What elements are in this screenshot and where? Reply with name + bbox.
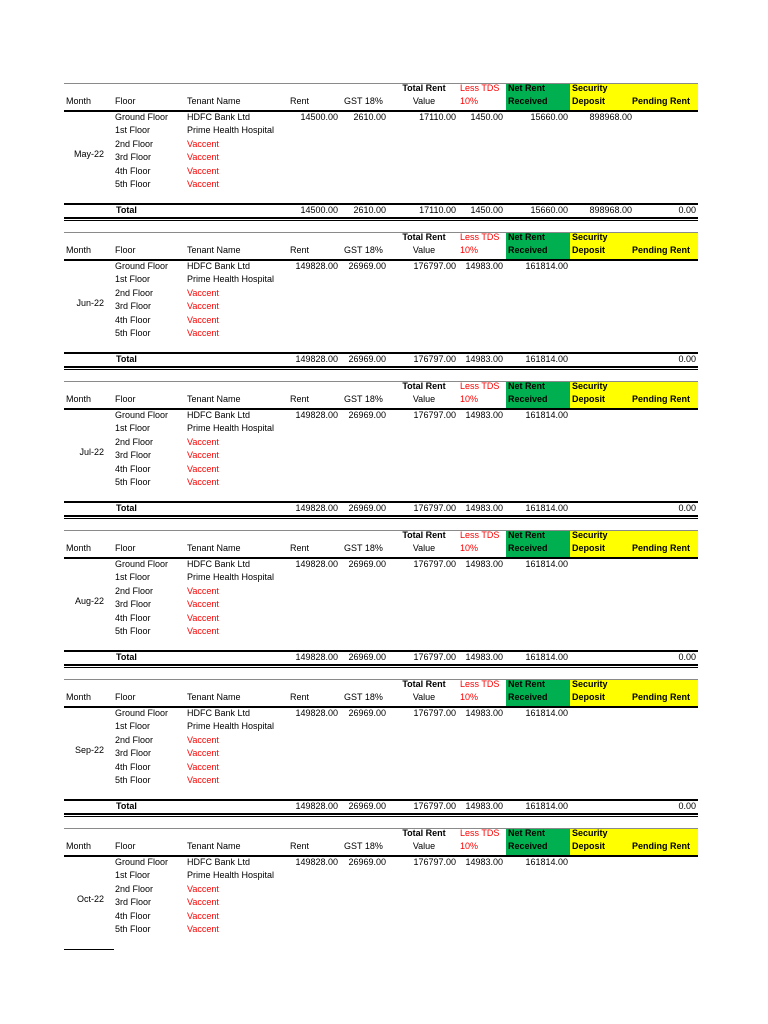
header-net-rent: Net Rent (508, 83, 546, 93)
ground-floor-total-rent: 17110.00 (419, 112, 456, 122)
tenant-name: HDFC Bank Ltd (187, 410, 251, 420)
header-security: Security (572, 83, 608, 93)
ground-floor-rent: 149828.00 (295, 857, 338, 867)
header-less-tds: Less TDS (460, 381, 500, 391)
header-net-rent: Net Rent (508, 232, 546, 242)
ground-floor-net-rent: 161814.00 (525, 559, 568, 569)
total-bottom-rule-2 (64, 220, 698, 221)
floor-label: 2nd Floor (115, 883, 154, 894)
total-gst: 26969.00 (348, 503, 386, 513)
ground-floor-rent: 14500.00 (300, 112, 338, 122)
tenant-name: HDFC Bank Ltd (187, 708, 251, 718)
tenant-name: Vaccent (187, 910, 219, 921)
header-total-rent: Total Rent (402, 381, 446, 391)
total-net-rent: 161814.00 (525, 354, 568, 364)
floor-label: Ground Floor (115, 559, 169, 569)
total-label: Total (116, 205, 137, 215)
tenant-name: Vaccent (187, 436, 219, 447)
header-gst: GST 18% (344, 394, 383, 404)
floor-label: Ground Floor (115, 261, 169, 271)
ground-floor-tds: 1450.00 (470, 112, 503, 122)
total-net-rent: 161814.00 (525, 652, 568, 662)
header-net-rent: Net Rent (508, 828, 546, 838)
header-deposit: Deposit (572, 692, 606, 702)
header-tenant-name: Tenant Name (187, 245, 241, 255)
total-pending-rent: 0.00 (678, 205, 696, 215)
header-tds-percent: 10% (460, 692, 479, 702)
floor-label: 1st Floor (115, 423, 151, 434)
tenant-name: Vaccent (187, 328, 219, 338)
header-floor: Floor (115, 841, 136, 851)
header-rent: Rent (290, 543, 310, 553)
floor-label: 2nd Floor (115, 734, 154, 745)
floor-label: 3rd Floor (115, 748, 152, 759)
header-net-received: Received (508, 692, 548, 702)
tenant-name: Vaccent (187, 301, 219, 312)
header-tds-percent: 10% (460, 841, 479, 851)
floor-label: Ground Floor (115, 857, 169, 867)
ground-floor-gst: 26969.00 (348, 857, 386, 867)
floor-label: 2nd Floor (115, 287, 154, 298)
header-total-rent: Total Rent (402, 679, 446, 689)
header-tenant-name: Tenant Name (187, 96, 241, 106)
ground-floor-gst: 2610.00 (353, 112, 386, 122)
header-total-rent: Total Rent (402, 232, 446, 242)
header-total-rent: Total Rent (402, 828, 446, 838)
header-floor: Floor (115, 245, 136, 255)
header-floor: Floor (115, 543, 136, 553)
header-less-tds: Less TDS (460, 232, 500, 242)
total-rent: 149828.00 (295, 801, 338, 811)
month-block (64, 528, 698, 668)
tenant-name: Vaccent (187, 314, 219, 325)
header-total-rent-value: Value (412, 245, 436, 255)
tenant-name: Vaccent (187, 924, 219, 934)
header-gst: GST 18% (344, 245, 383, 255)
tenant-name: Prime Health Hospital (187, 721, 275, 732)
ground-floor-tds: 14983.00 (465, 559, 503, 569)
floor-label: 5th Floor (115, 328, 151, 338)
header-tds-percent: 10% (460, 245, 479, 255)
ground-floor-total-rent: 176797.00 (413, 708, 456, 718)
month-label: Jun-22 (76, 298, 104, 308)
header-total-rent-value: Value (412, 841, 436, 851)
header-floor: Floor (115, 96, 136, 106)
floor-label: 1st Floor (115, 572, 151, 583)
ground-floor-net-rent: 161814.00 (525, 410, 568, 420)
total-pending-rent: 0.00 (678, 354, 696, 364)
header-month: Month (66, 394, 92, 404)
floor-label: 3rd Floor (115, 897, 152, 908)
header-less-tds: Less TDS (460, 83, 500, 93)
tenant-name: Vaccent (187, 477, 219, 487)
header-total-rent-value: Value (412, 692, 436, 702)
header-tenant-name: Tenant Name (187, 841, 241, 851)
header-rent: Rent (290, 841, 310, 851)
total-net-rent: 161814.00 (525, 801, 568, 811)
ground-floor-rent: 149828.00 (295, 410, 338, 420)
ground-floor-gst: 26969.00 (348, 261, 386, 271)
total-bottom-rule-2 (64, 518, 698, 519)
ground-floor-total-rent: 176797.00 (413, 857, 456, 867)
floor-label: 1st Floor (115, 870, 151, 881)
floor-label: 5th Floor (115, 477, 151, 487)
header-less-tds: Less TDS (460, 530, 500, 540)
header-gst: GST 18% (344, 692, 383, 702)
floor-label: 5th Floor (115, 179, 151, 189)
month-label: May-22 (73, 149, 104, 159)
tenant-name: Vaccent (187, 287, 219, 298)
header-month: Month (66, 841, 92, 851)
floor-label: 1st Floor (115, 274, 151, 285)
header-floor: Floor (115, 394, 136, 404)
total-pending-rent: 0.00 (678, 503, 696, 513)
total-tds: 14983.00 (465, 503, 503, 513)
tenant-name: Vaccent (187, 152, 219, 163)
header-net-received: Received (508, 394, 548, 404)
header-tds-percent: 10% (460, 394, 479, 404)
total-rent-value: 176797.00 (413, 801, 456, 811)
ground-floor-rent: 149828.00 (295, 261, 338, 271)
tenant-name: Vaccent (187, 463, 219, 474)
header-month: Month (66, 692, 92, 702)
header-security: Security (572, 679, 608, 689)
header-rent: Rent (290, 394, 310, 404)
total-tds: 14983.00 (465, 652, 503, 662)
floor-label: Ground Floor (115, 410, 169, 420)
total-bottom-rule (64, 813, 698, 815)
total-rent-value: 176797.00 (413, 503, 456, 513)
floor-label: 4th Floor (115, 463, 151, 474)
ground-floor-total-rent: 176797.00 (413, 410, 456, 420)
month-label: Aug-22 (74, 596, 104, 606)
tenant-name: Vaccent (187, 179, 219, 189)
header-month: Month (66, 543, 92, 553)
header-net-received: Received (508, 543, 548, 553)
header-total-rent-value: Value (412, 394, 436, 404)
tenant-name: Prime Health Hospital (187, 274, 275, 285)
total-bottom-rule-2 (64, 816, 698, 817)
total-pending-rent: 0.00 (678, 652, 696, 662)
floor-label: 5th Floor (115, 924, 151, 934)
total-gst: 26969.00 (348, 652, 386, 662)
header-tenant-name: Tenant Name (187, 692, 241, 702)
total-rent-value: 176797.00 (413, 652, 456, 662)
ground-floor-rent: 149828.00 (295, 708, 338, 718)
ground-floor-security-deposit: 898968.00 (589, 112, 632, 122)
ground-floor-gst: 26969.00 (348, 410, 386, 420)
tenant-name: Prime Health Hospital (187, 125, 275, 136)
total-gst: 26969.00 (348, 801, 386, 811)
ground-floor-tds: 14983.00 (465, 857, 503, 867)
header-gst: GST 18% (344, 96, 383, 106)
month-label: Jul-22 (79, 447, 104, 457)
total-gst: 2610.00 (353, 205, 386, 215)
ground-floor-net-rent: 161814.00 (525, 857, 568, 867)
tenant-name: Prime Health Hospital (187, 572, 275, 583)
header-deposit: Deposit (572, 841, 606, 851)
total-bottom-rule-2 (64, 369, 698, 370)
header-gst: GST 18% (344, 841, 383, 851)
floor-label: 4th Floor (115, 761, 151, 772)
month-label: Sep-22 (74, 745, 104, 755)
tenant-name: Vaccent (187, 450, 219, 461)
header-total-rent: Total Rent (402, 83, 446, 93)
header-net-received: Received (508, 245, 548, 255)
tenant-name: Vaccent (187, 775, 219, 785)
tenant-name: Vaccent (187, 165, 219, 176)
tenant-name: Vaccent (187, 897, 219, 908)
tenant-name: Vaccent (187, 761, 219, 772)
tenant-name: Vaccent (187, 883, 219, 894)
tenant-name: Vaccent (187, 748, 219, 759)
total-rent: 149828.00 (295, 503, 338, 513)
header-pending-rent: Pending Rent (632, 841, 690, 851)
month-block (64, 677, 698, 817)
floor-label: Ground Floor (115, 112, 169, 122)
header-tenant-name: Tenant Name (187, 543, 241, 553)
ground-floor-tds: 14983.00 (465, 261, 503, 271)
total-label: Total (116, 503, 137, 513)
header-net-rent: Net Rent (508, 679, 546, 689)
floor-label: 2nd Floor (115, 436, 154, 447)
total-label: Total (116, 652, 137, 662)
floor-label: 3rd Floor (115, 599, 152, 610)
tenant-name: Vaccent (187, 585, 219, 596)
header-net-received: Received (508, 96, 548, 106)
header-net-received: Received (508, 841, 548, 851)
header-net-rent: Net Rent (508, 381, 546, 391)
total-bottom-rule (64, 515, 698, 517)
header-security: Security (572, 381, 608, 391)
ground-floor-tds: 14983.00 (465, 410, 503, 420)
total-bottom-rule (64, 664, 698, 666)
header-month: Month (66, 245, 92, 255)
header-less-tds: Less TDS (460, 679, 500, 689)
header-rent: Rent (290, 96, 310, 106)
ground-floor-rent: 149828.00 (295, 559, 338, 569)
header-pending-rent: Pending Rent (632, 692, 690, 702)
header-security: Security (572, 530, 608, 540)
total-net-rent: 15660.00 (530, 205, 568, 215)
total-label: Total (116, 801, 137, 811)
header-deposit: Deposit (572, 394, 606, 404)
month-block (64, 81, 698, 221)
header-deposit: Deposit (572, 245, 606, 255)
ground-floor-gst: 26969.00 (348, 559, 386, 569)
tenant-name: Vaccent (187, 138, 219, 149)
floor-label: 1st Floor (115, 721, 151, 732)
floor-label: 3rd Floor (115, 301, 152, 312)
header-pending-rent: Pending Rent (632, 245, 690, 255)
floor-label: 4th Floor (115, 165, 151, 176)
header-security: Security (572, 232, 608, 242)
header-deposit: Deposit (572, 543, 606, 553)
header-less-tds: Less TDS (460, 828, 500, 838)
header-rent: Rent (290, 692, 310, 702)
total-security-deposit: 898968.00 (589, 205, 632, 215)
header-total-rent: Total Rent (402, 530, 446, 540)
header-pending-rent: Pending Rent (632, 96, 690, 106)
header-deposit: Deposit (572, 96, 606, 106)
floor-label: 4th Floor (115, 314, 151, 325)
floor-label: 3rd Floor (115, 152, 152, 163)
total-rent: 149828.00 (295, 354, 338, 364)
floor-label: 5th Floor (115, 626, 151, 636)
total-rent-value: 17110.00 (419, 205, 456, 215)
total-tds: 14983.00 (465, 801, 503, 811)
floor-label: 5th Floor (115, 775, 151, 785)
header-net-rent: Net Rent (508, 530, 546, 540)
floor-label: 3rd Floor (115, 450, 152, 461)
header-tds-percent: 10% (460, 543, 479, 553)
header-tds-percent: 10% (460, 96, 479, 106)
floor-label: 1st Floor (115, 125, 151, 136)
header-pending-rent: Pending Rent (632, 394, 690, 404)
ground-floor-total-rent: 176797.00 (413, 559, 456, 569)
floor-label: Ground Floor (115, 708, 169, 718)
total-pending-rent: 0.00 (678, 801, 696, 811)
tenant-name: Prime Health Hospital (187, 870, 275, 881)
header-tenant-name: Tenant Name (187, 394, 241, 404)
month-block (64, 379, 698, 519)
total-rent: 149828.00 (295, 652, 338, 662)
header-gst: GST 18% (344, 543, 383, 553)
ground-floor-net-rent: 161814.00 (525, 261, 568, 271)
total-label: Total (116, 354, 137, 364)
floor-label: 4th Floor (115, 910, 151, 921)
floor-label: 2nd Floor (115, 585, 154, 596)
month-label: Oct-22 (76, 894, 104, 904)
total-net-rent: 161814.00 (525, 503, 568, 513)
floor-label: 4th Floor (115, 612, 151, 623)
ground-floor-total-rent: 176797.00 (413, 261, 456, 271)
tenant-name: HDFC Bank Ltd (187, 112, 251, 122)
total-tds: 14983.00 (465, 354, 503, 364)
tenant-name: Vaccent (187, 612, 219, 623)
ground-floor-net-rent: 161814.00 (525, 708, 568, 718)
total-rent: 14500.00 (300, 205, 338, 215)
header-total-rent-value: Value (412, 96, 436, 106)
total-bottom-rule (64, 366, 698, 368)
tenant-name: HDFC Bank Ltd (187, 559, 251, 569)
tenant-name: HDFC Bank Ltd (187, 261, 251, 271)
header-pending-rent: Pending Rent (632, 543, 690, 553)
tenant-name: Vaccent (187, 734, 219, 745)
tenant-name: HDFC Bank Ltd (187, 857, 251, 867)
total-tds: 1450.00 (470, 205, 503, 215)
tenant-name: Prime Health Hospital (187, 423, 275, 434)
month-block (64, 826, 698, 966)
header-floor: Floor (115, 692, 136, 702)
total-rent-value: 176797.00 (413, 354, 456, 364)
ground-floor-net-rent: 15660.00 (530, 112, 568, 122)
header-rent: Rent (290, 245, 310, 255)
header-month: Month (66, 96, 92, 106)
total-bottom-rule-2 (64, 667, 698, 668)
page-footer-rule (64, 949, 114, 950)
header-total-rent-value: Value (412, 543, 436, 553)
month-block (64, 230, 698, 370)
tenant-name: Vaccent (187, 626, 219, 636)
total-gst: 26969.00 (348, 354, 386, 364)
header-security: Security (572, 828, 608, 838)
total-bottom-rule (64, 217, 698, 219)
ground-floor-gst: 26969.00 (348, 708, 386, 718)
ground-floor-tds: 14983.00 (465, 708, 503, 718)
floor-label: 2nd Floor (115, 138, 154, 149)
tenant-name: Vaccent (187, 599, 219, 610)
